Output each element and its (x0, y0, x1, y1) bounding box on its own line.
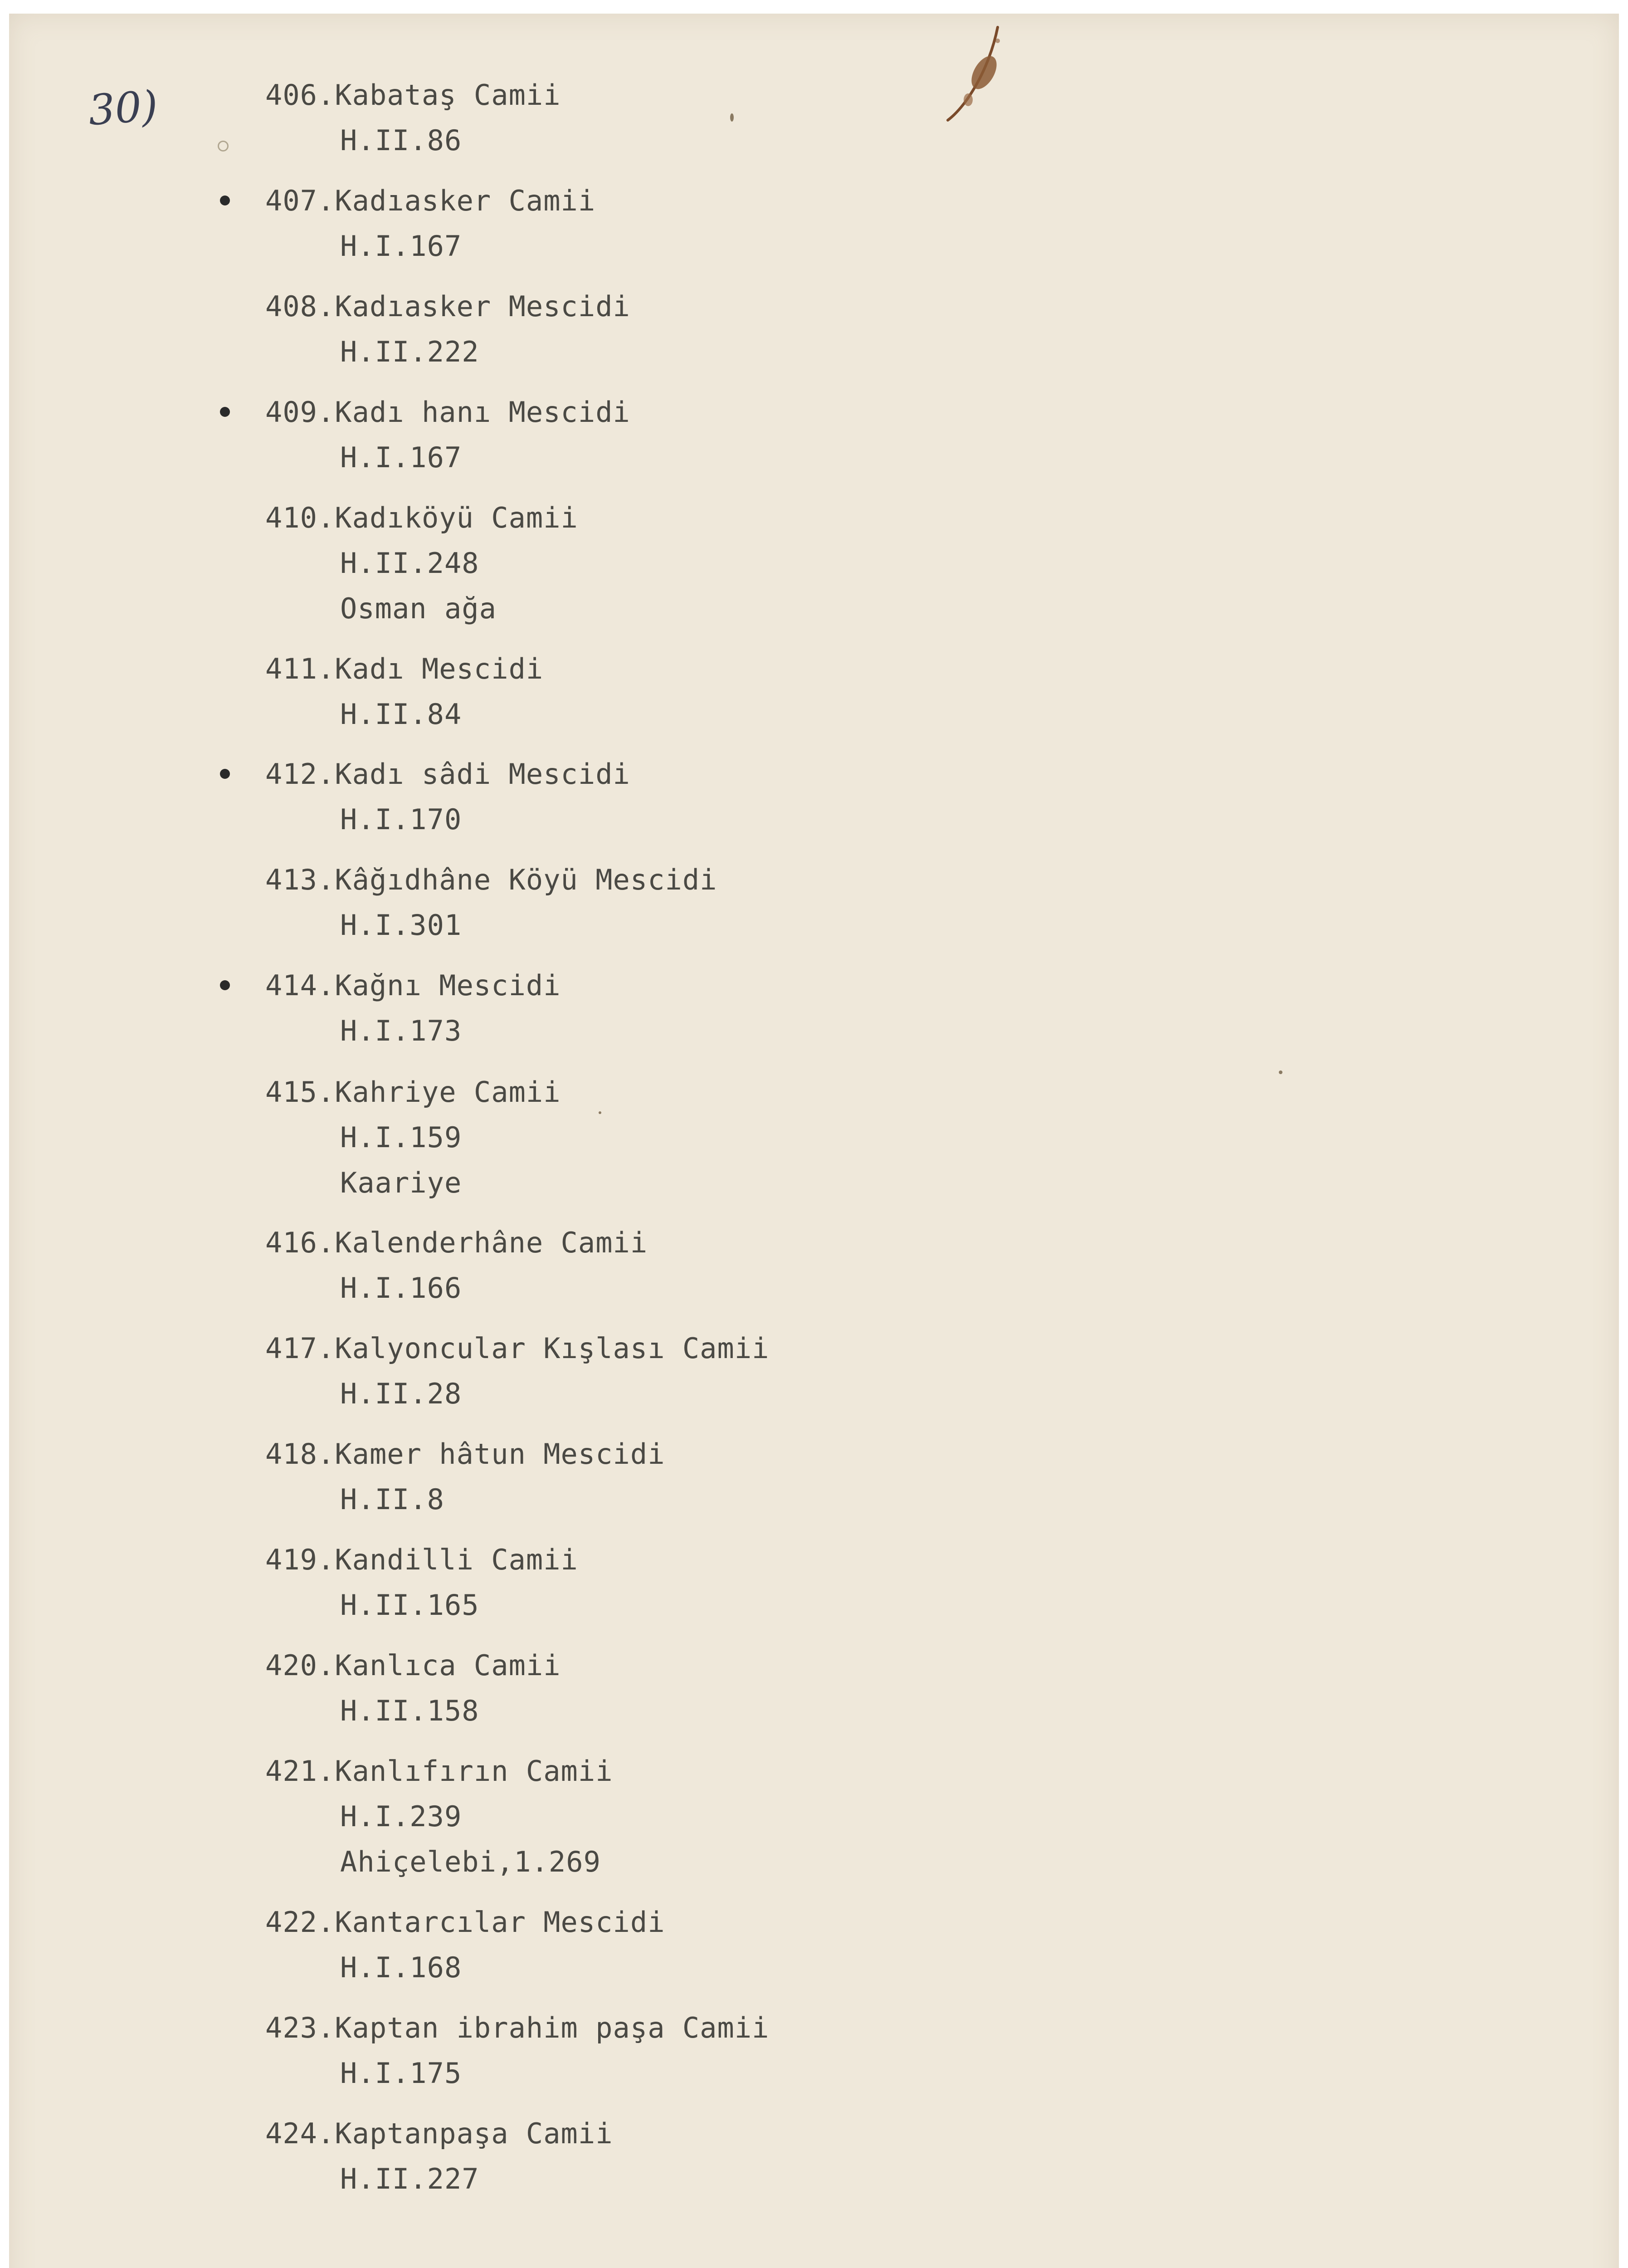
bullet-dot (220, 196, 230, 205)
entry-reference: H.II.222 (340, 335, 479, 368)
entry-title: 408.Kadıasker Mescidi (265, 290, 630, 323)
entry-reference: H.II.8 (340, 1483, 444, 1516)
entry-reference: H.I.168 (340, 1951, 462, 1984)
entry-title: 415.Kahriye Camii (265, 1075, 561, 1109)
entry-reference: H.I.167 (340, 230, 462, 263)
entry-title: 407.Kadıasker Camii (265, 184, 596, 217)
entry-title: 419.Kandilli Camii (265, 1543, 578, 1576)
entry-title: 422.Kantarcılar Mescidi (265, 1906, 665, 1939)
entry-reference: H.II.28 (340, 1377, 462, 1410)
bullet-dot (220, 980, 230, 990)
entry-title: 417.Kalyoncular Kışlası Camii (265, 1332, 770, 1365)
entry-title: 418.Kamer hâtun Mescidi (265, 1437, 665, 1471)
typed-page (9, 14, 1619, 2268)
entry-reference: H.II.165 (340, 1589, 479, 1622)
entry-title: 423.Kaptan ibrahim paşa Camii (265, 2011, 770, 2044)
entry-reference: H.I.239 (340, 1800, 462, 1833)
entry-reference: H.I.175 (340, 2057, 462, 2090)
entry-reference: H.I.167 (340, 441, 462, 474)
entry-reference: H.II.158 (340, 1694, 479, 1727)
entry-title: 411.Kadı Mescidi (265, 652, 544, 685)
entry-title: 409.Kadı hanı Mescidi (265, 396, 630, 429)
entry-title: 413.Kâğıdhâne Köyü Mescidi (265, 863, 717, 896)
entry-note: Ahiçelebi,1.269 (340, 1845, 601, 1878)
entry-reference: H.II.227 (340, 2162, 479, 2195)
bullet-dot (220, 407, 230, 417)
entry-title: 420.Kanlıca Camii (265, 1649, 561, 1682)
entry-title: 412.Kadı sâdi Mescidi (265, 758, 630, 791)
entry-title: 406.Kabataş Camii (265, 78, 561, 112)
entry-reference: H.II.84 (340, 698, 462, 731)
entry-title: 414.Kağnı Mescidi (265, 969, 561, 1002)
entry-reference: H.I.166 (340, 1271, 462, 1305)
entry-note: Kaariye (340, 1166, 462, 1199)
handwritten-page-number: 30) (87, 81, 160, 135)
bullet-dot (220, 769, 230, 779)
entry-reference: H.II.86 (340, 124, 462, 157)
entry-title: 410.Kadıköyü Camii (265, 501, 578, 534)
entry-reference: H.I.170 (340, 803, 462, 836)
entry-title: 421.Kanlıfırın Camii (265, 1755, 613, 1788)
entry-title: 424.Kaptanpaşa Camii (265, 2117, 613, 2150)
entry-reference: H.I.159 (340, 1121, 462, 1154)
entry-title: 416.Kalenderhâne Camii (265, 1226, 648, 1259)
entry-note: Osman ağa (340, 592, 497, 625)
entry-list (9, 14, 1619, 2268)
entry-reference: H.I.301 (340, 909, 462, 942)
entry-reference: H.I.173 (340, 1014, 462, 1047)
entry-reference: H.II.248 (340, 547, 479, 580)
